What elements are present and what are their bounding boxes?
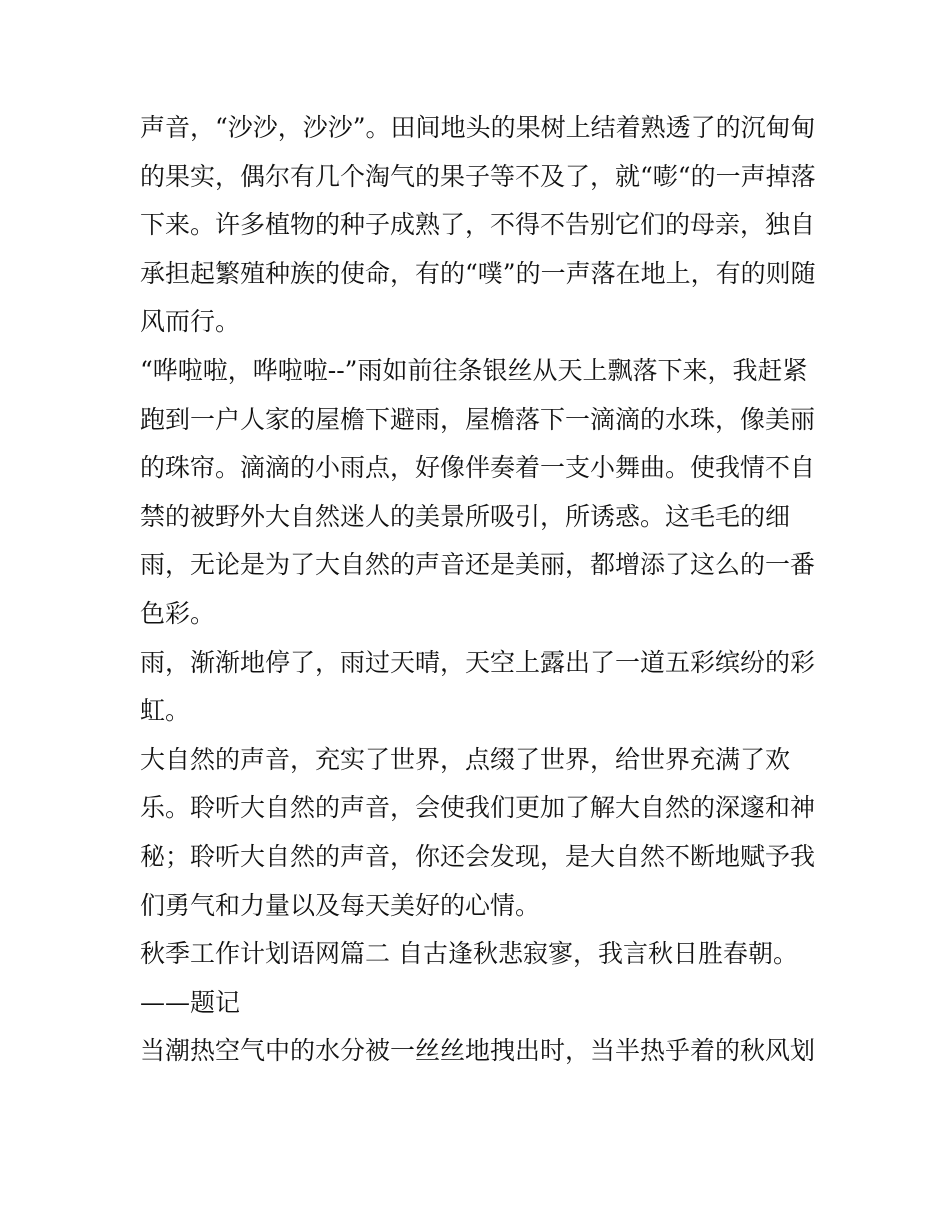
text-line: “哗啦啦，哗啦啦--”雨如前往条银丝从天上飘落下来，我赶紧 <box>140 355 808 385</box>
text-line: 雨，无论是为了大自然的声音还是美丽，都增添了这么的一番 <box>140 550 816 580</box>
text-line: 风而行。 <box>140 307 241 337</box>
text-line: 雨，渐渐地停了，雨过天晴，天空上露出了一道五彩缤纷的彩 <box>140 647 816 677</box>
text-line: 下来。许多植物的种子成熟了，不得不告别它们的母亲，独自 <box>140 210 816 240</box>
text-line: 秘；聆听大自然的声音，你还会发现，是大自然不断地赋予我 <box>140 841 816 871</box>
text-line: 承担起繁殖种族的使命，有的“噗”的一声落在地上，有的则随 <box>140 258 816 288</box>
text-line: 秋季工作计划语网篇二 自古逢秋悲寂寥，我言秋日胜春朝。 <box>140 939 798 969</box>
body-text <box>140 104 820 1076</box>
text-line: 虹。 <box>140 696 191 726</box>
text-line: 大自然的声音，充实了世界，点缀了世界，给世界充满了欢 <box>140 744 791 774</box>
text-line: 乐。聆听大自然的声音，会使我们更加了解大自然的深邃和神 <box>140 793 816 823</box>
text-line: 禁的被野外大自然迷人的美景所吸引，所诱惑。这毛毛的细 <box>140 501 791 531</box>
text-line: 色彩。 <box>140 598 216 628</box>
text-line: 声音，“沙沙，沙沙”。田间地头的果树上结着熟透了的沉甸甸 <box>140 113 816 142</box>
text-line: 当潮热空气中的水分被一丝丝地拽出时，当半热乎着的秋风划 <box>140 1036 816 1066</box>
text-line: 跑到一户人家的屋檐下避雨，屋檐落下一滴滴的水珠，像美丽 <box>140 404 816 434</box>
text-line: 的果实，偶尔有几个淘气的果子等不及了，就“嘭“的一声掉落 <box>140 161 816 191</box>
text-line: ——题记 <box>140 987 241 1017</box>
text-line: 的珠帘。滴滴的小雨点，好像伴奏着一支小舞曲。使我情不自 <box>140 453 816 483</box>
text-line: 们勇气和力量以及每天美好的心情。 <box>140 890 541 920</box>
